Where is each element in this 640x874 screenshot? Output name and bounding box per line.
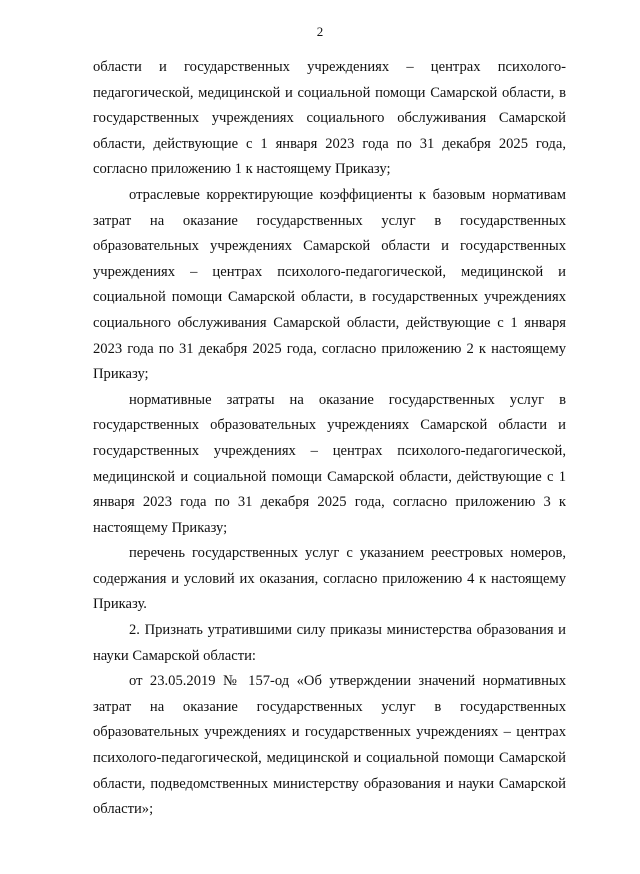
paragraph-normative-costs: нормативные затраты на оказание государственных услуг в государственных образовательных учреждениях Самарской области и государственных учреждениях – центрах психолого-педагогической, медицинской и социальной помощи Самарской области, действующие с 1 января 2023 года по 31 декабря 2025 года, согласно приложению 3 к настоящему Приказу;: [93, 391, 566, 536]
paragraph-repealed-order: от 23.05.2019 № 157-од «Об утверждении значений нормативных затрат на оказание государственных услуг в государственных образовательных учреждениях и государственных учреждениях – центрах психолого-педагогической, медицинской и социальной помощи Самарской области, подведомственных министерству образования и науки Самарской области»;: [93, 673, 566, 818]
page-number: 2: [316, 24, 324, 39]
paragraph-approval-continuation: области и государственных учреждениях – центрах психолого-педагогической, медицинской и социальной помощи Самарской области, в государственных учреждениях социального обслуживания Самарской области, действующие с 1 января 2023 года по 31 декабря 2025 года, согласно приложению 1 к настоящему Приказу;: [93, 59, 566, 178]
paragraph-correction-coefficients: отраслевые корректирующие коэффициенты к базовым нормативам затрат на оказание государственных услуг в государственных образовательных учреждениях Самарской области и государственных учреждениях – центрах психолого-педагогической, медицинской и социальной помощи Самарской области, в государственных учреждениях социального обслуживания Самарской области, действующие с 1 января 2023 года по 31 декабря 2025 года, согласно приложению 2 к настоящему Приказу;: [93, 186, 566, 383]
paragraph-services-list: перечень государственных услуг с указанием реестровых номеров, содержания и условий их оказания, согласно приложению 4 к настоящему Приказу.: [93, 545, 566, 613]
document-body: [93, 55, 566, 823]
paragraph-item-2: 2. Признать утратившими силу приказы министерства образования и науки Самарской области:: [93, 622, 566, 664]
